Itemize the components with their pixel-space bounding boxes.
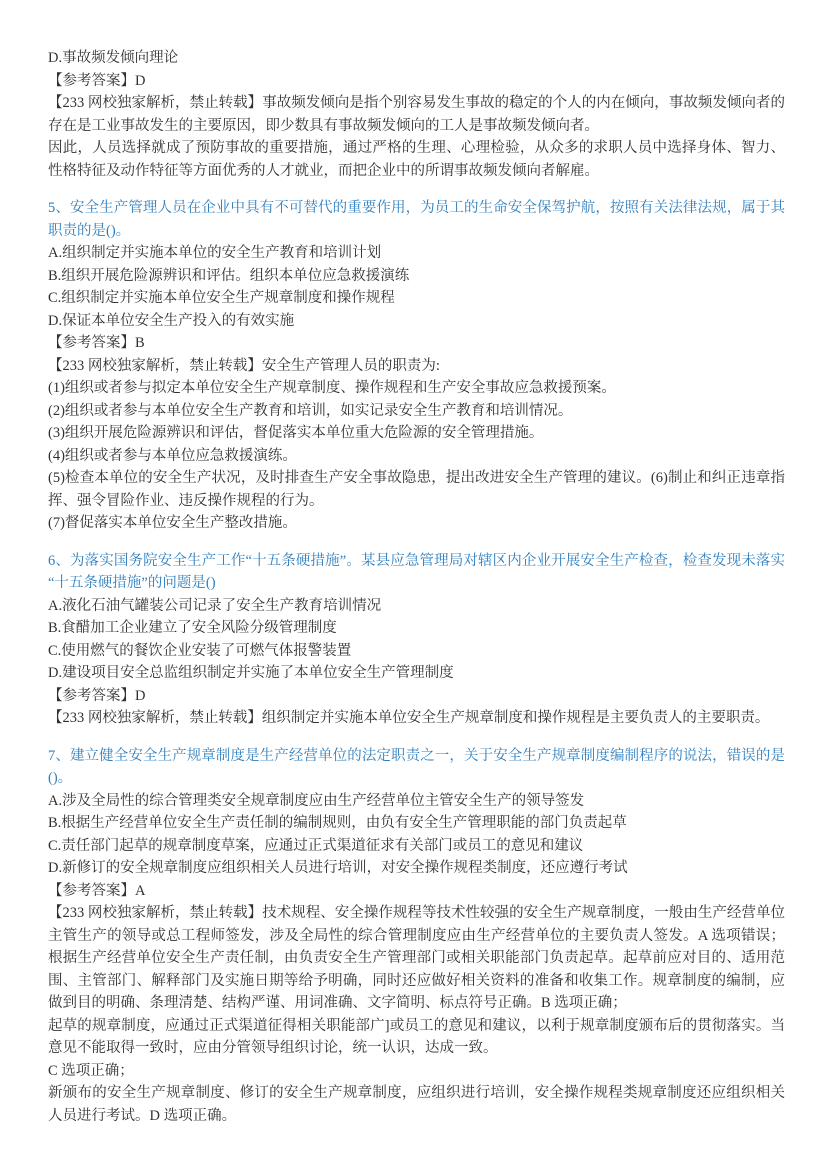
question-7-stem: 7、建立健全安全生产规章制度是生产经营单位的法定职责之一，关于安全生产规章制度编制程序的说法，错误的是()。: [48, 747, 785, 786]
question-6-option-c: C.使用燃气的餐饮企业安装了可燃气体报警装置: [48, 642, 352, 659]
question-5-analysis-paragraph: (2)组织或者参与本单位安全生产教育和培训，如实记录安全生产教育和培训情况。: [48, 402, 573, 419]
question-5-analysis-paragraph: (7)督促落实本单位安全生产整改措施。: [48, 515, 297, 531]
question-7-analysis-paragraph: 新颁布的安全生产规章制度、修订的安全生产规章制度，应组织进行培训，安全操作规程类规章制度还应组织相关人员进行考试。D 选项正确。: [48, 1085, 785, 1124]
question-4-answer-line: 【参考答案】D: [48, 72, 146, 89]
question-6-option-d: D.建设项目安全总监组织制定并实施了本单位安全生产管理制度: [48, 665, 454, 681]
question-5-answer-line: 【参考答案】B: [48, 335, 145, 351]
question-5-analysis-paragraph: (4)组织或者参与本单位应急救援演练。: [48, 447, 297, 464]
question-6-analysis-paragraph: 【233 网校独家解析，禁止转载】组织制定并实施本单位安全生产规章制度和操作规程是主要负责人的主要职责。: [48, 710, 770, 726]
question-6-option-b: B.食醋加工企业建立了安全风险分级管理制度: [48, 620, 337, 636]
question-5-stem: 5、安全生产管理人员在企业中具有不可替代的重要作用，为员工的生命安全保驾护航，按照有关法律法规，属于其职责的是()。: [48, 200, 785, 239]
question-5-option-d: D.保证本单位安全生产投入的有效实施: [48, 312, 295, 329]
question-6-answer-line: 【参考答案】D: [48, 687, 146, 704]
question-7-analysis-paragraph: C 选项正确；: [48, 1062, 134, 1079]
question-4-analysis-paragraph: 因此，人员选择就成了预防事故的重要措施，通过严格的生理、心理检验，从众多的求职人员中选择身体、智力、性格特征及动作特征等方面优秀的人才就业，而把企业中的所谓事故频发倾向者解雇。: [48, 140, 785, 179]
question-4-option-d: D.事故频发倾向理论: [48, 50, 179, 66]
question-7-answer-line: 【参考答案】A: [48, 882, 146, 899]
question-4-tail: [48, 47, 785, 182]
question-5: [48, 197, 785, 535]
question-7-option-a: A.涉及全局性的综合管理类安全规章制度应由生产经营单位主管安全生产的领导签发: [48, 792, 585, 809]
question-7-analysis-paragraph: 【233 网校独家解析，禁止转载】技术规程、安全操作规程等技术性较强的安全生产规章制度，一般由生产经营单位主管生产的领导或总工程师签发，涉及全局性的综合管理制度应由生产经营单位的主要负责人签发。A 选项错误；根据生产经营单位安全生产责任制，由负责安全生产管理部门或相关职能部门负责起草。起草前应对目的、适用范围、主管部门、解释部门及实施日期等给予明确，同时还应做好相关资料的准备和收集工作。规章制度的编制，应做到目的明确、条理清楚、结构严谨、用词准确、文字简明、标点符号正确。B 选项正确；: [48, 905, 785, 1011]
question-5-analysis-paragraph: (5)检查本单位的安全生产状况，及时排查生产安全事故隐患，提出改进安全生产管理的建议。(6)制止和纠正违章指挥、强令冒险作业、违反操作规程的行为。: [48, 470, 785, 509]
question-7: [48, 745, 785, 1128]
question-5-analysis-paragraph: (3)组织开展危险源辨识和评估，督促落实本单位重大危险源的安全管理措施。: [48, 425, 544, 441]
question-6: [48, 550, 785, 730]
question-5-analysis-paragraph: 【233 网校独家解析，禁止转载】安全生产管理人员的职责为:: [48, 357, 440, 374]
question-6-option-a: A.液化石油气罐装公司记录了安全生产教育培训情况: [48, 597, 382, 614]
question-7-option-c: C.责任部门起草的规章制度草案，应通过正式渠道征求有关部门或员工的意见和建议: [48, 837, 584, 854]
question-7-option-b: B.根据生产经营单位安全生产责任制的编制规则，由负有安全生产管理职能的部门负责起草: [48, 815, 627, 831]
question-5-option-c: C.组织制定并实施本单位安全生产规章制度和操作规程: [48, 290, 395, 306]
question-6-stem: 6、为落实国务院安全生产工作“十五条硬措施”。某县应急管理局对辖区内企业开展安全生产检查，检查发现未落实“十五条硬措施”的问题是(): [48, 552, 785, 591]
question-4-analysis-paragraph: 【233 网校独家解析，禁止转载】事故频发倾向是指个别容易发生事故的稳定的个人的内在倾向，事故频发倾向者的存在是工业事故发生的主要原因，即少数具有事故频发倾向的工人是事故频发倾向者。: [48, 95, 785, 134]
question-7-option-d: D.新修订的安全规章制度应组织相关人员进行培训，对安全操作规程类制度，还应遵行考试: [48, 860, 628, 876]
question-5-option-b: B.组织开展危险源辨识和评估。组织本单位应急救援演练: [48, 267, 410, 284]
question-5-option-a: A.组织制定并实施本单位的安全生产教育和培训计划: [48, 245, 382, 261]
question-5-analysis-paragraph: (1)组织或者参与拟定本单位安全生产规章制度、操作规程和生产安全事故应急救援预案。: [48, 380, 616, 396]
question-7-analysis-paragraph: 起草的规章制度，应通过正式渠道征得相关职能部广]或员工的意见和建议，以利于规章制度颁布后的贯彻落实。当意见不能取得一致时，应由分管领导组织讨论，统一认识，达成一致。: [48, 1017, 785, 1056]
